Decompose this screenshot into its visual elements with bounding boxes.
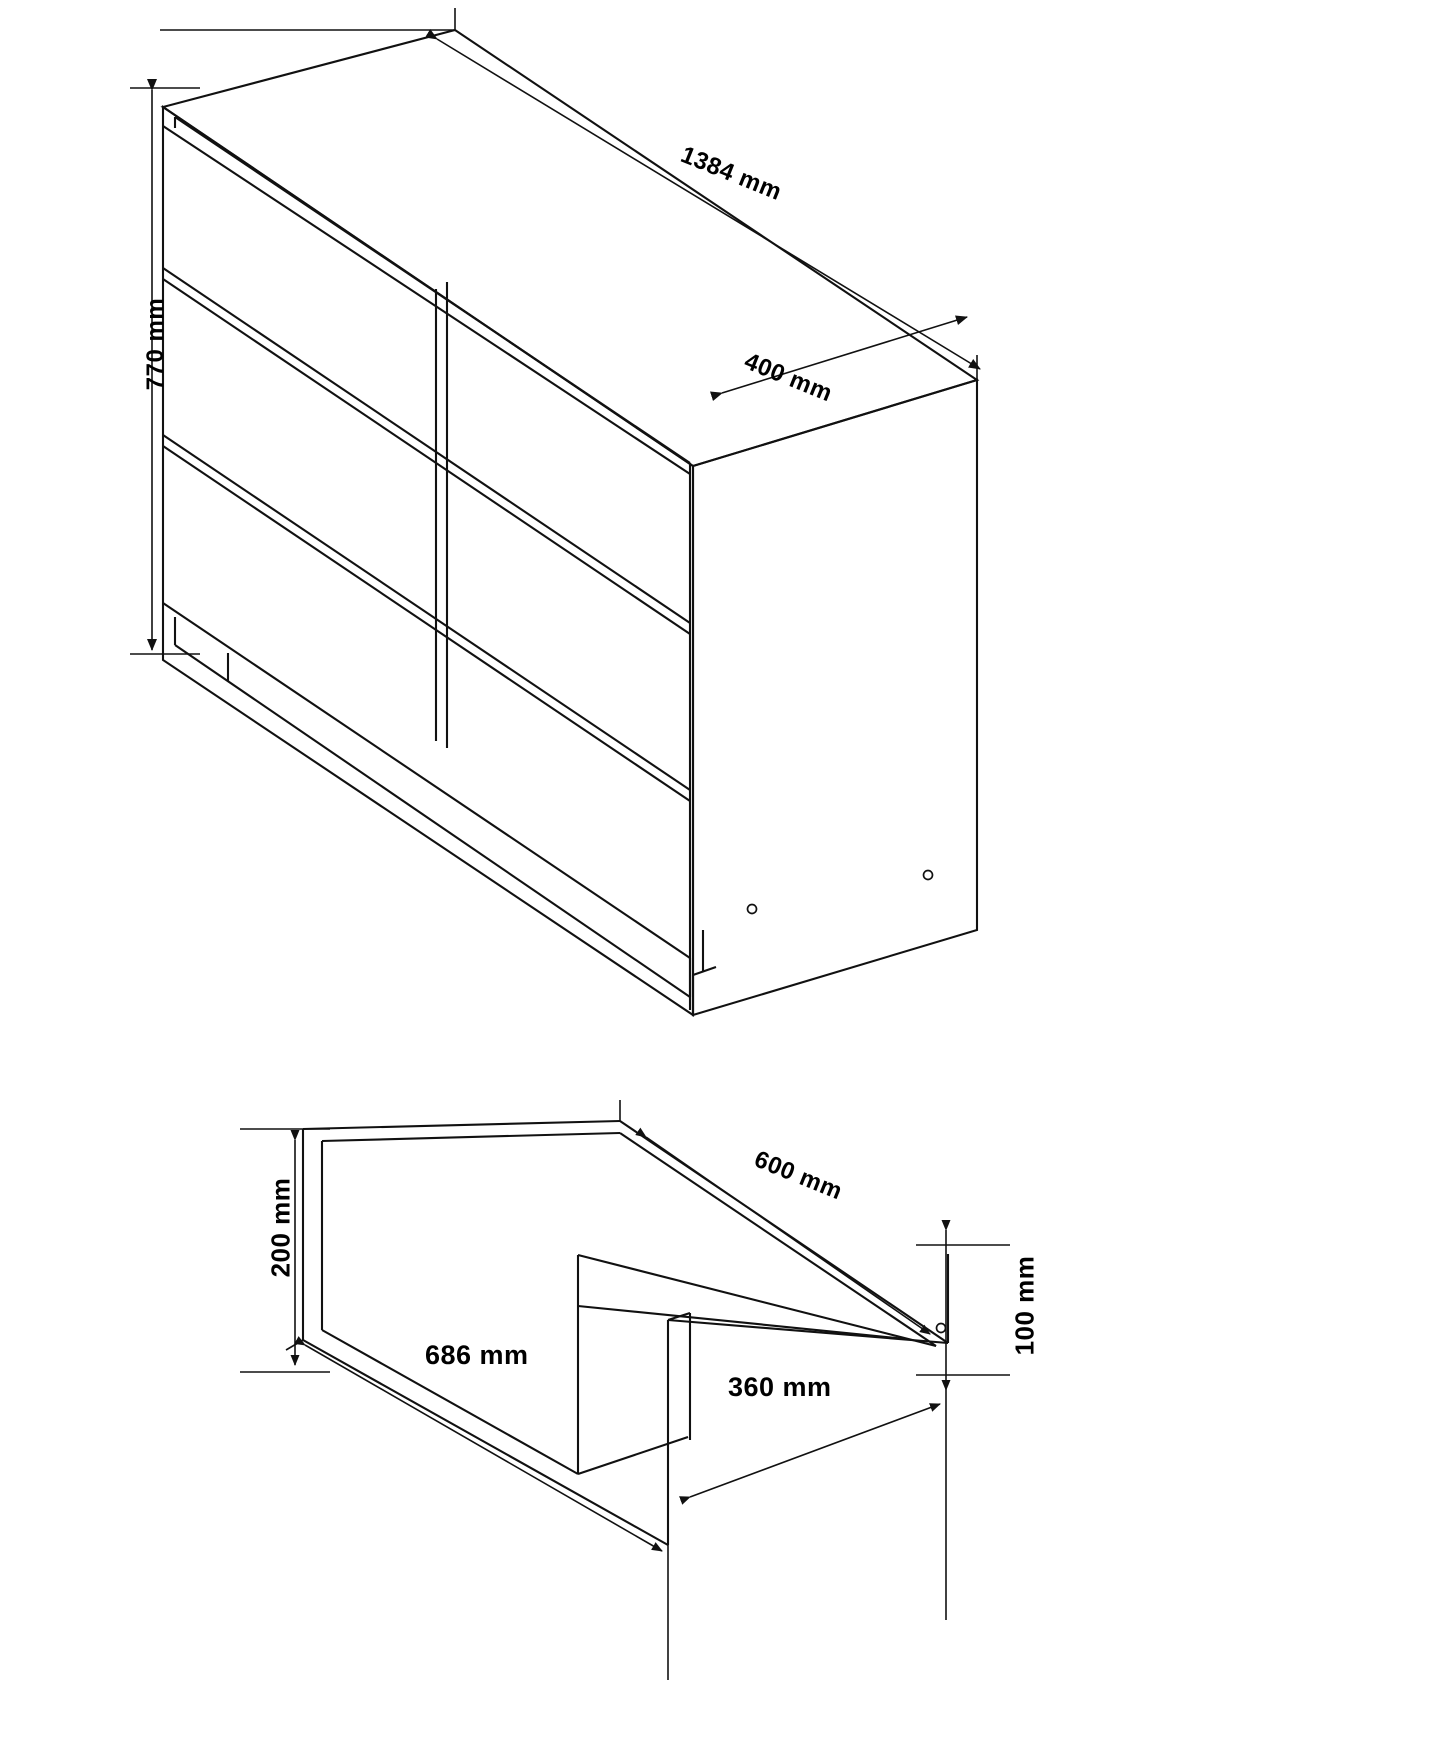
dim-extension-lines [668,1390,946,1680]
dim-label-height-left: 200 mm [265,1177,296,1278]
dresser-side-face [693,380,977,1015]
dim-label-inner-length: 600 mm [750,1145,847,1206]
dim-label-height: 770 mm [142,297,170,391]
dresser-side-holes [748,871,933,914]
dresser-plinth [175,617,693,1015]
dim-front-length-line [286,1340,668,1600]
dim-side-depth-line [690,1404,940,1497]
dresser-top-thickness [163,117,690,474]
dim-label-depth: 400 mm [740,347,837,408]
dresser-front-face [163,107,693,1015]
dim-label-width: 1384 mm [676,141,786,206]
drawer-box-bottom-panel [578,1306,906,1339]
drawer-side-hole [937,1324,946,1333]
dresser-top-face [163,30,977,466]
drawer-fronts [163,268,690,1010]
dim-height-right-line [916,1230,1010,1390]
dim-label-side-depth: 360 mm [728,1372,832,1402]
dim-width-line [160,8,980,380]
dim-label-height-right: 100 mm [1009,1255,1040,1356]
dim-label-front-length: 686 mm [425,1340,529,1370]
dresser-side-bottom-detail [693,930,716,975]
